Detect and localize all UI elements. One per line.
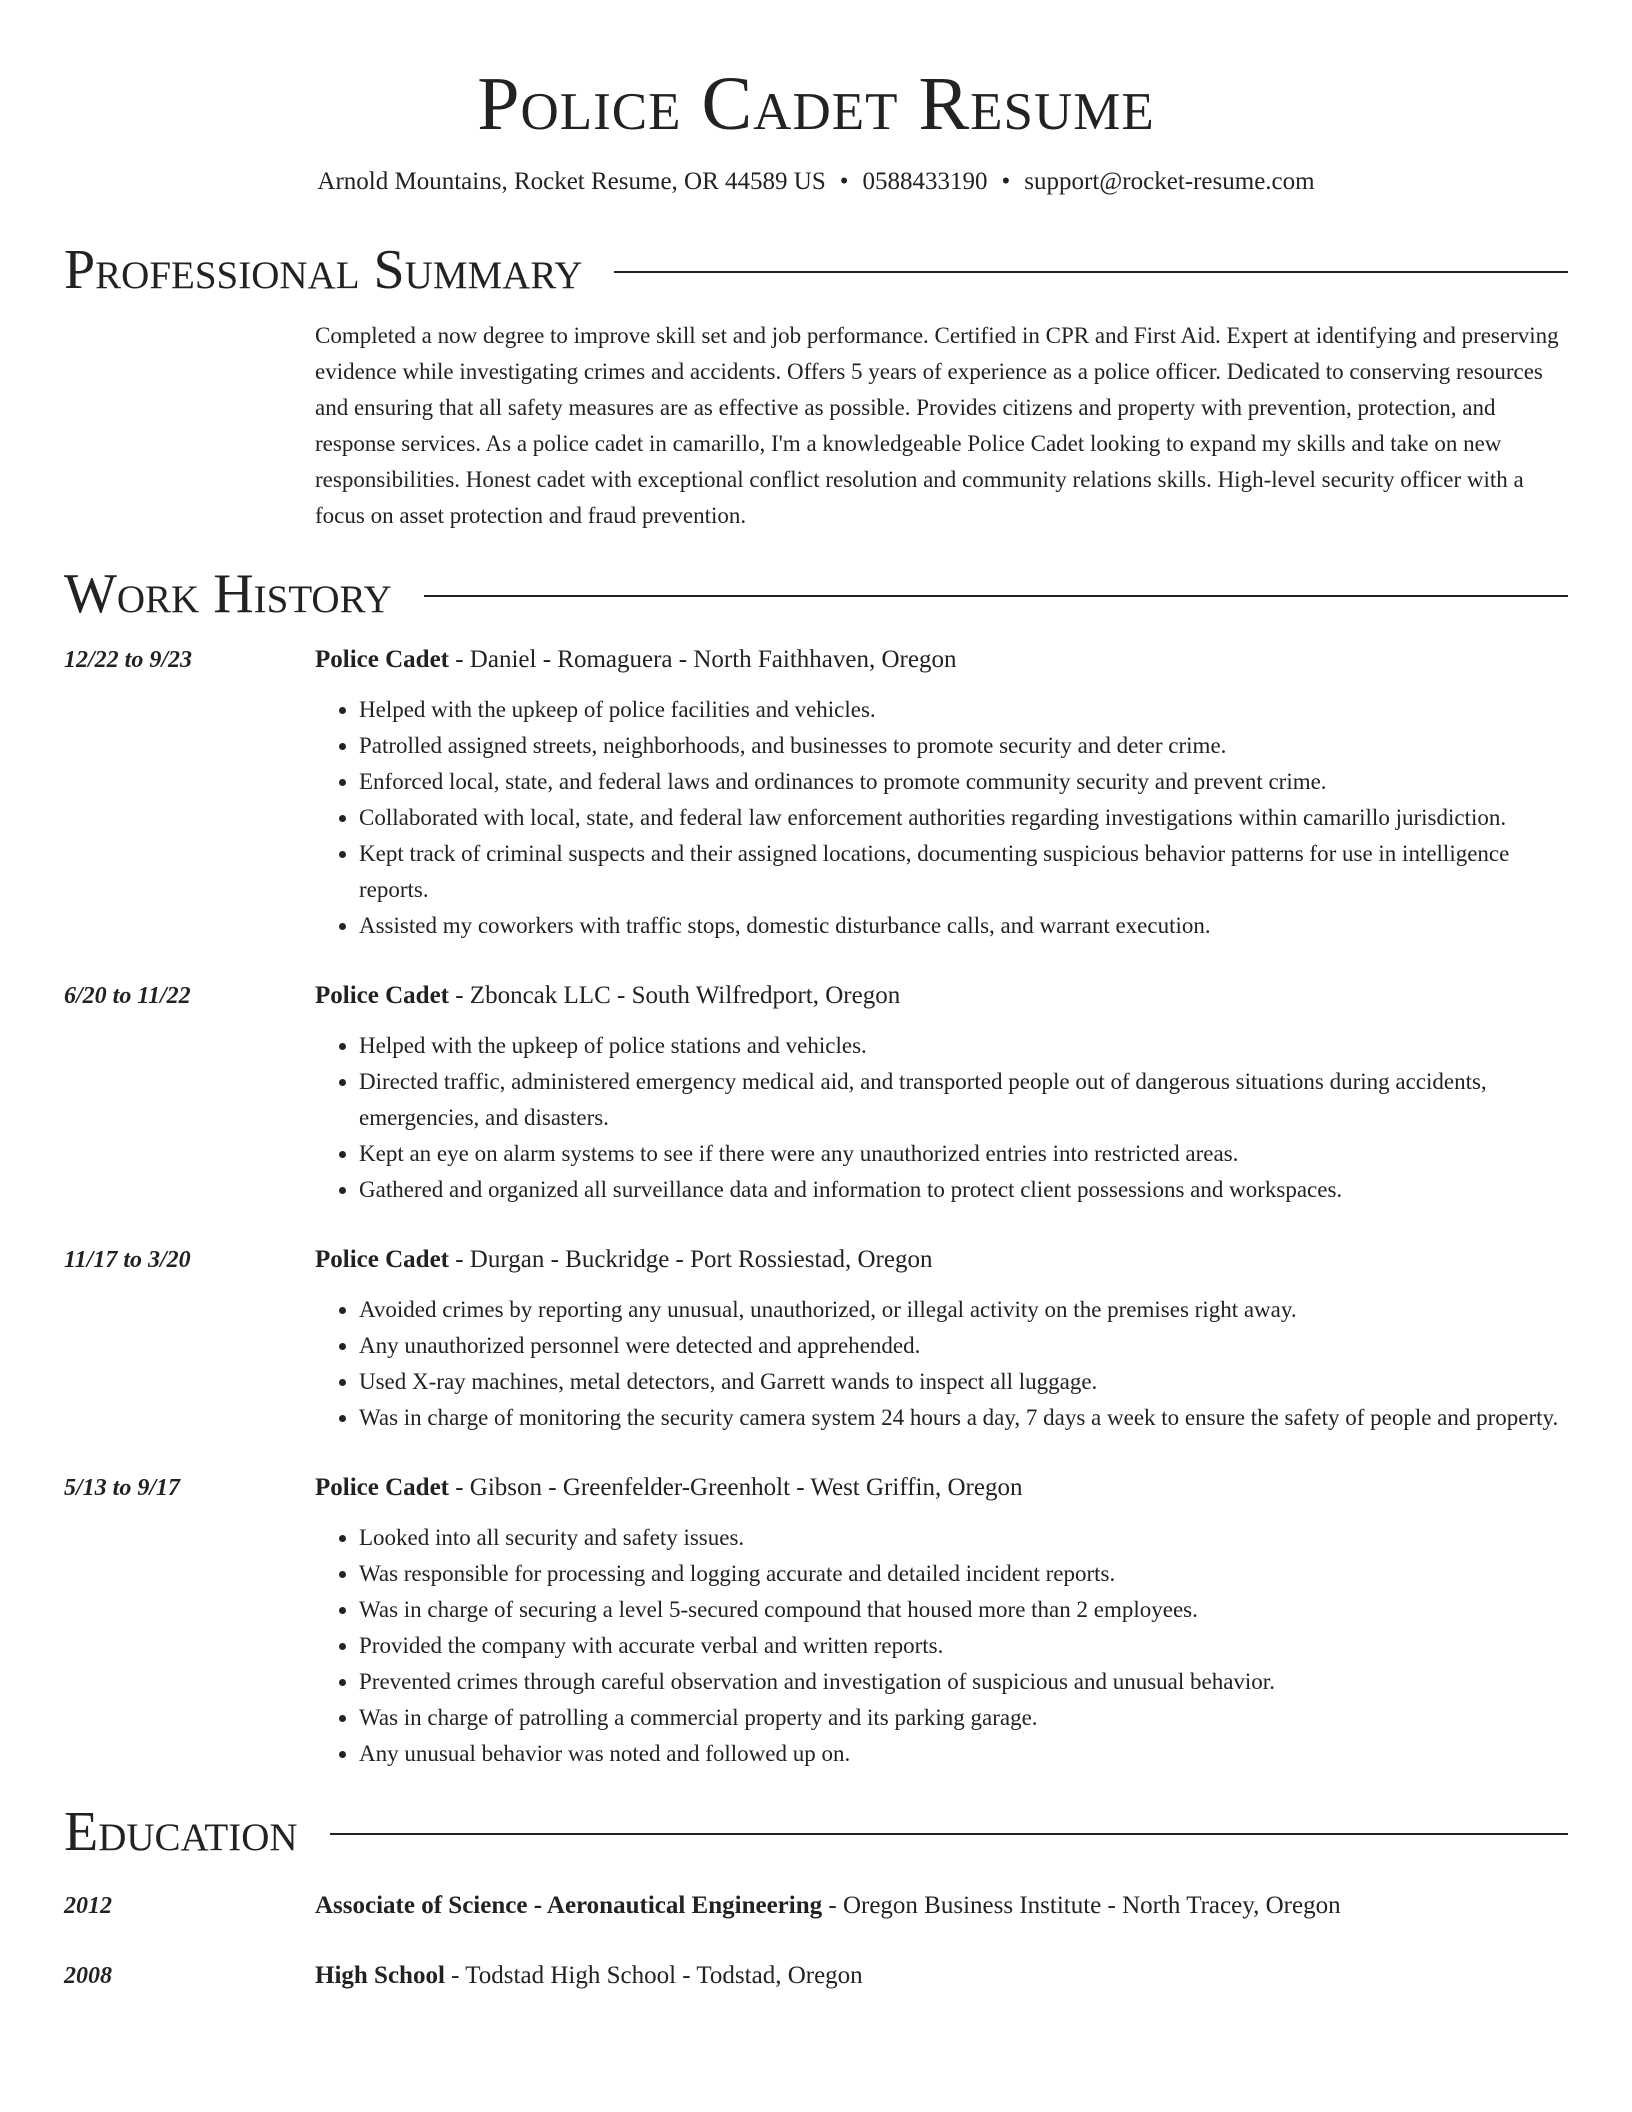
job-bullet: • Assisted my coworkers with traffic stops, domestic disturbance calls, and warrant execution. [359, 908, 1568, 944]
job-bullet: • Looked into all security and safety issues. [359, 1520, 1568, 1556]
job-role: Police Cadet [315, 1474, 449, 1501]
job-bullet: • Was responsible for processing and logging accurate and detailed incident reports. [359, 1556, 1568, 1592]
contact-address: Arnold Mountains, Rocket Resume, OR 44589 US [317, 168, 826, 195]
education-body [315, 1888, 1568, 1924]
job-dates: 12/22 to 9/23 [64, 647, 193, 673]
section-divider [424, 595, 1568, 597]
job-bullet: • Enforced local, state, and federal laws and ordinances to promote community security and prevent crime. [359, 764, 1568, 800]
education-year: 2008 [64, 1963, 112, 1989]
job-bullet: • Any unusual behavior was noted and followed up on. [359, 1736, 1568, 1772]
education-headline [315, 1958, 1568, 1994]
section-divider [614, 271, 1568, 273]
job-bullet: • Used X-ray machines, metal detectors, and Garrett wands to inspect all luggage. [359, 1364, 1568, 1400]
work-heading: Work History [64, 563, 392, 625]
education-details: - Todstad High School - Todstad, Oregon [444, 1962, 863, 1989]
contact-email: support@rocket-resume.com [1024, 168, 1315, 195]
contact-separator: • [1001, 168, 1011, 195]
resume-page [64, 0, 1568, 1994]
job-bullets [315, 1028, 1568, 1208]
job-bullet: • Was in charge of patrolling a commercial property and its parking garage. [359, 1700, 1568, 1736]
summary-section-header [64, 240, 1568, 300]
education-entry [64, 1958, 1568, 1994]
job-dates: 11/17 to 3/20 [64, 1247, 191, 1273]
job-details: - Zboncak LLC - South Wilfredport, Oregon [448, 982, 901, 1009]
section-divider [330, 1833, 1568, 1835]
education-degree: Associate of Science - Aeronautical Engineering [315, 1892, 823, 1919]
job-bullet: • Gathered and organized all surveillance data and information to protect client possessions and workspaces. [359, 1172, 1568, 1208]
job-entry [64, 642, 1568, 944]
job-bullets [315, 1520, 1568, 1772]
job-entry [64, 978, 1568, 1208]
education-heading: Education [64, 1801, 298, 1863]
contact-separator: • [839, 168, 849, 195]
job-bullet: • Kept an eye on alarm systems to see if there were any unauthorized entries into restricted areas. [359, 1136, 1568, 1172]
job-bullet: • Kept track of criminal suspects and their assigned locations, documenting suspicious behavior patterns for use in intelligence reports. [359, 836, 1568, 908]
job-bullet: • Avoided crimes by reporting any unusual, unauthorized, or illegal activity on the premises right away. [359, 1292, 1568, 1328]
job-bullet: • Helped with the upkeep of police facilities and vehicles. [359, 692, 1568, 728]
education-body [315, 1958, 1568, 1994]
education-details: - Oregon Business Institute - North Tracey, Oregon [822, 1892, 1341, 1919]
job-body [315, 1242, 1568, 1436]
job-bullets [315, 692, 1568, 944]
job-details: - Gibson - Greenfelder-Greenholt - West Griffin, Oregon [448, 1474, 1023, 1501]
summary-heading: Professional Summary [64, 239, 583, 301]
job-body [315, 642, 1568, 944]
job-bullet: • Collaborated with local, state, and federal law enforcement authorities regarding investigations within camarillo jurisdiction. [359, 800, 1568, 836]
education-degree: High School [315, 1962, 445, 1989]
education-entry [64, 1888, 1568, 1924]
education-section-header [64, 1802, 1568, 1862]
job-bullets [315, 1292, 1568, 1436]
work-section-header [64, 564, 1568, 624]
resume-title: Police Cadet Resume [477, 62, 1155, 146]
job-entry [64, 1470, 1568, 1772]
job-details: - Daniel - Romaguera - North Faithhaven, Oregon [448, 646, 957, 673]
job-body [315, 978, 1568, 1208]
job-entry [64, 1242, 1568, 1436]
job-headline [315, 978, 1568, 1014]
job-dates: 6/20 to 11/22 [64, 983, 191, 1009]
job-headline [315, 642, 1568, 678]
education-headline [315, 1888, 1568, 1924]
contact-line [64, 166, 1568, 198]
job-bullet: • Was in charge of securing a level 5-secured compound that housed more than 2 employees. [359, 1592, 1568, 1628]
education-year: 2012 [64, 1893, 112, 1919]
job-bullet: • Patrolled assigned streets, neighborhoods, and businesses to promote security and deter crime. [359, 728, 1568, 764]
job-dates: 5/13 to 9/17 [64, 1475, 181, 1501]
job-headline [315, 1242, 1568, 1278]
summary-text: Completed a now degree to improve skill set and job performance. Certified in CPR and First Aid. Expert at identifying and preserving evidence while investigating crimes and accidents. Offers 5 years of experience as a police officer. Dedicated to conserving resources and ensuring that all safety measures are as effective as possible. Provides citizens and property with prevention, protection, and response services. As a police cadet in camarillo, I'm a knowledgeable Police Cadet looking to expand my skills and take on new responsibilities. Honest cadet with exceptional conflict resolution and community relations skills. High-level security officer with a focus on asset protection and fraud prevention. [315, 323, 1559, 528]
job-bullet: • Helped with the upkeep of police stations and vehicles. [359, 1028, 1568, 1064]
job-bullet: • Prevented crimes through careful observation and investigation of suspicious and unusual behavior. [359, 1664, 1568, 1700]
job-details: - Durgan - Buckridge - Port Rossiestad, Oregon [448, 1246, 933, 1273]
job-role: Police Cadet [315, 646, 449, 673]
job-bullet: • Directed traffic, administered emergency medical aid, and transported people out of dangerous situations during accidents, emergencies, and disasters. [359, 1064, 1568, 1136]
job-headline [315, 1470, 1568, 1506]
job-role: Police Cadet [315, 1246, 449, 1273]
job-bullet: • Any unauthorized personnel were detected and apprehended. [359, 1328, 1568, 1364]
job-bullet: • Provided the company with accurate verbal and written reports. [359, 1628, 1568, 1664]
job-body [315, 1470, 1568, 1772]
job-role: Police Cadet [315, 982, 449, 1009]
contact-phone: 0588433190 [862, 168, 988, 195]
job-bullet: • Was in charge of monitoring the security camera system 24 hours a day, 7 days a week to ensure the safety of people and property. [359, 1400, 1568, 1436]
